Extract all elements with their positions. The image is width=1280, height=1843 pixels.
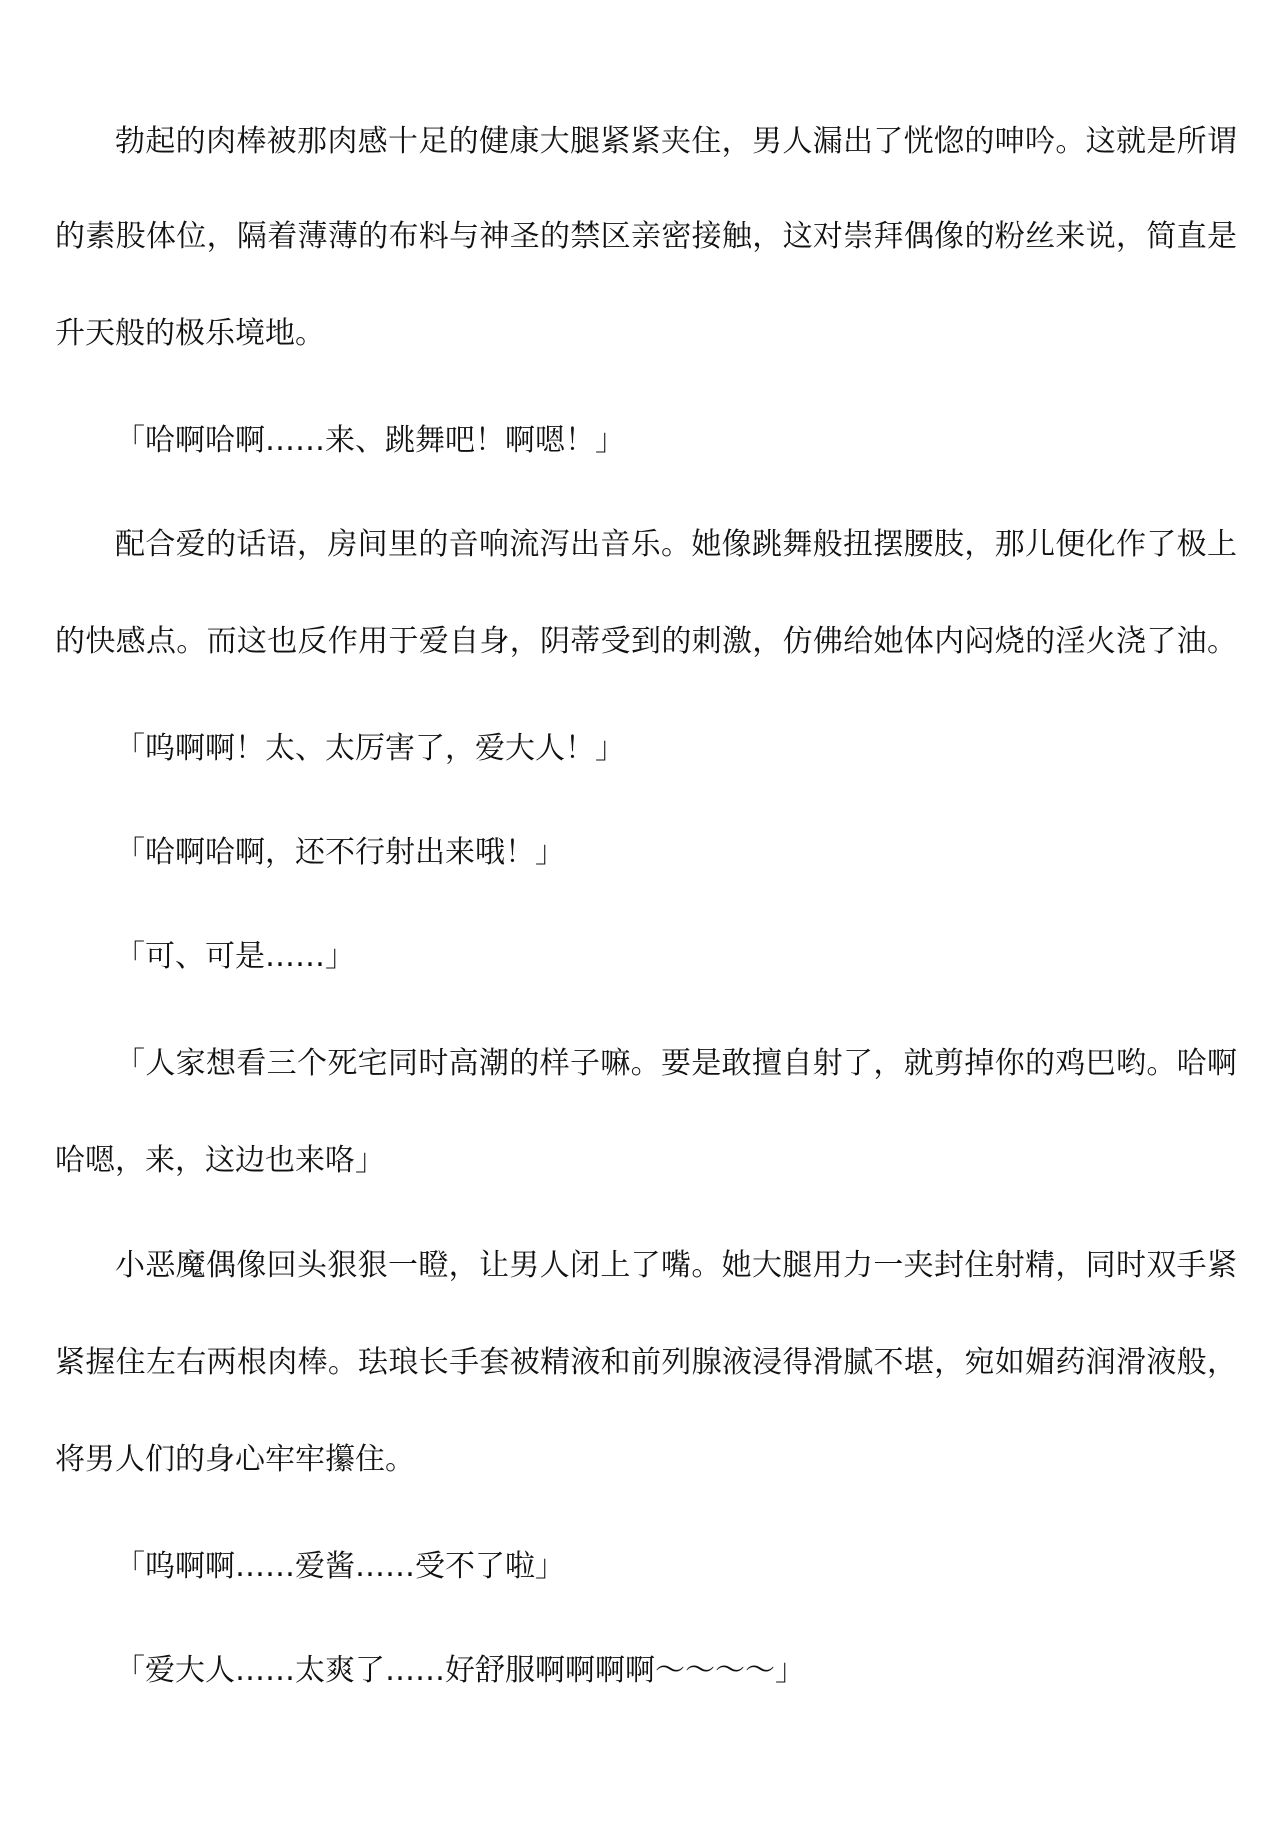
text-line: 「哈啊哈啊，还不行射出来哦！」 bbox=[115, 835, 565, 870]
text-line: 升天般的极乐境地。 bbox=[55, 316, 325, 351]
text-line: 将男人们的身心牢牢攥住。 bbox=[55, 1442, 415, 1477]
text-line: 「呜啊啊！太、太厉害了，爱大人！」 bbox=[115, 731, 625, 766]
text-line: 「爱大人……太爽了……好舒服啊啊啊啊～～～～」 bbox=[115, 1653, 805, 1688]
text-line: 「呜啊啊……爱酱……受不了啦」 bbox=[115, 1549, 565, 1584]
text-line: 「哈啊哈啊……来、跳舞吧！啊嗯！」 bbox=[115, 423, 625, 458]
text-line: 「可、可是……」 bbox=[115, 939, 355, 974]
text-line: 的快感点。而这也反作用于爱自身，阴蒂受到的刺激，仿佛给她体内闷烧的淫火浇了油。 bbox=[55, 624, 1237, 659]
text-line: 「人家想看三个死宅同时高潮的样子嘛。要是敢擅自射了，就剪掉你的鸡巴哟。哈啊 bbox=[115, 1046, 1237, 1081]
text-line: 勃起的肉棒被那肉感十足的健康大腿紧紧夹住，男人漏出了恍惚的呻吟。这就是所谓 bbox=[115, 124, 1237, 159]
text-line: 配合爱的话语，房间里的音响流泻出音乐。她像跳舞般扭摆腰肢，那儿便化作了极上 bbox=[115, 527, 1237, 562]
text-line: 的素股体位，隔着薄薄的布料与神圣的禁区亲密接触，这对崇拜偶像的粉丝来说，简直是 bbox=[55, 219, 1237, 254]
text-line: 紧握住左右两根肉棒。珐琅长手套被精液和前列腺液浸得滑腻不堪，宛如媚药润滑液般， bbox=[55, 1345, 1237, 1380]
text-line: 哈嗯，来，这边也来咯」 bbox=[55, 1143, 385, 1178]
text-line: 小恶魔偶像回头狠狠一瞪，让男人闭上了嘴。她大腿用力一夹封住射精，同时双手紧 bbox=[115, 1248, 1237, 1283]
